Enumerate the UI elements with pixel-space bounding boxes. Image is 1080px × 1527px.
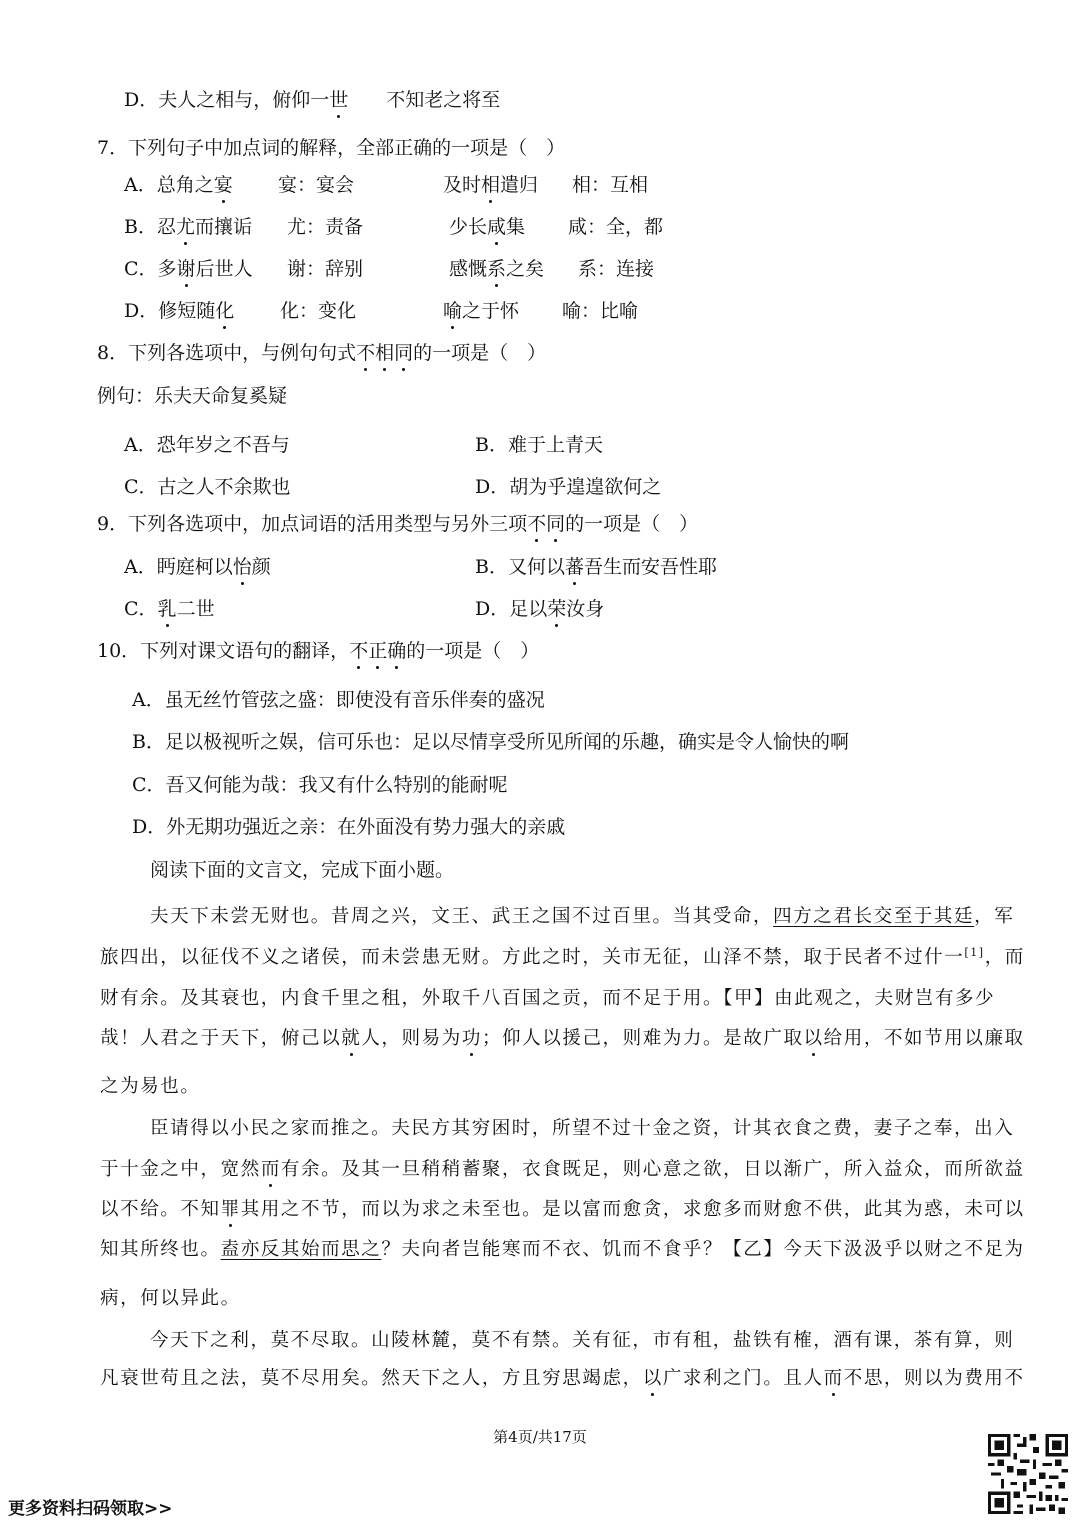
passage-p1-line5: 之为易也。 [100,1076,201,1097]
q8-option-a: A．恐年岁之不吾与 [124,434,290,456]
q10-option-a: A．虽无丝竹管弦之盛：即使没有音乐伴奏的盛况 [132,689,545,711]
q9-stem: 9．下列各选项中，加点词语的活用类型与另外三项不同的一项是（ ） [97,513,699,535]
passage-p1-line3: 财有余。及其衰也，内食千里之租，外取千八百国之贡，而不足于用。【甲】由此观之，夫财岂有多少 [100,988,996,1009]
promo-text: 更多资料扫码领取>> [8,1499,173,1519]
passage-p2-line2: 于十金之中，宽然而有余。及其一旦稍稍蓄聚，衣食既足，则心意之欲，日以渐广，所入益众，而所欲益 [100,1155,1025,1181]
q9-option-d: D．足以荣汝身 [475,598,605,620]
q8-option-d: D．胡为乎遑遑欲何之 [475,476,662,498]
page-number: 第4页/共17页 [493,1428,587,1446]
q6-option-d: D．夫人之相与，俯仰一世 不知老之将至 [124,89,501,111]
q8-option-b: B．难于上青天 [475,434,603,456]
q9-option-b: B．又何以蕃吾生而安吾性耶 [475,556,717,578]
passage-p2-line5: 病，何以异此。 [100,1288,241,1309]
q10-option-b: B．足以极视听之娱，信可乐也：足以尽情享受所见所闻的乐趣，确实是令人愉快的啊 [132,731,849,753]
passage-p2-line1: 臣请得以小民之家而推之。夫民方其穷困时，所望不过十金之资，计其衣食之费，妻子之奉，出入 [150,1118,1015,1139]
passage-p1-line2: 旅四出，以征伐不义之诸侯，而未尝患无财。方此之时，关市无征，山泽不禁，取于民者不过什一[1]，而 [100,945,1025,968]
passage-p2-line4: 知其所终也。盍亦反其始而思之？夫向者岂能寒而不衣、饥而不食乎？【乙】今天下汲汲乎以财之不足为 [100,1239,1025,1260]
passage-p3-line2: 凡衰世苟且之法，莫不尽用矣。然天下之人，方且穷思竭虑，以广求利之门。且人而不思，则以为费用不 [100,1364,1025,1390]
q9-option-c: C．乳二世 [124,598,215,620]
q8-example: 例句：乐夫天命复奚疑 [97,385,288,407]
passage-p2-line3: 以不给。不知罪其用之不节，而以为求之未至也。是以富而愈贪，求愈多而财愈不供，此其为惑，未可以 [100,1195,1025,1221]
qr-code-icon [988,1434,1068,1514]
q10-option-d: D．外无期功强近之亲：在外面没有势力强大的亲戚 [132,816,566,838]
q10-stem: 10．下列对课文语句的翻译，不正确的一项是（ ） [97,640,540,662]
passage-p3-line1: 今天下之利，莫不尽取。山陵林麓，莫不有禁。关有征，市有租，盐铁有榷，酒有课，茶有算，则 [150,1330,1015,1351]
q10-option-c: C．吾又何能为哉：我又有什么特别的能耐呢 [132,774,508,796]
q7-stem: 7．下列句子中加点词的解释，全部正确的一项是（ ） [97,137,566,159]
passage-p1-line1: 夫天下未尝无财也。昔周之兴，文王、武王之国不过百里。当其受命，四方之君长交至于其廷，军 [150,906,1015,927]
passage-p1-line4: 哉！人君之于天下，俯己以就人，则易为功；仰人以援己，则难为力。是故广取以给用，不如节用以廉取 [100,1024,1025,1050]
q8-option-c: C．古之人不余欺也 [124,476,291,498]
reading-intro: 阅读下面的文言文，完成下面小题。 [150,859,455,881]
q9-option-a: A．眄庭柯以怡颜 [124,556,271,578]
q8-stem: 8．下列各选项中，与例句句式不相同的一项是（ ） [97,342,547,364]
